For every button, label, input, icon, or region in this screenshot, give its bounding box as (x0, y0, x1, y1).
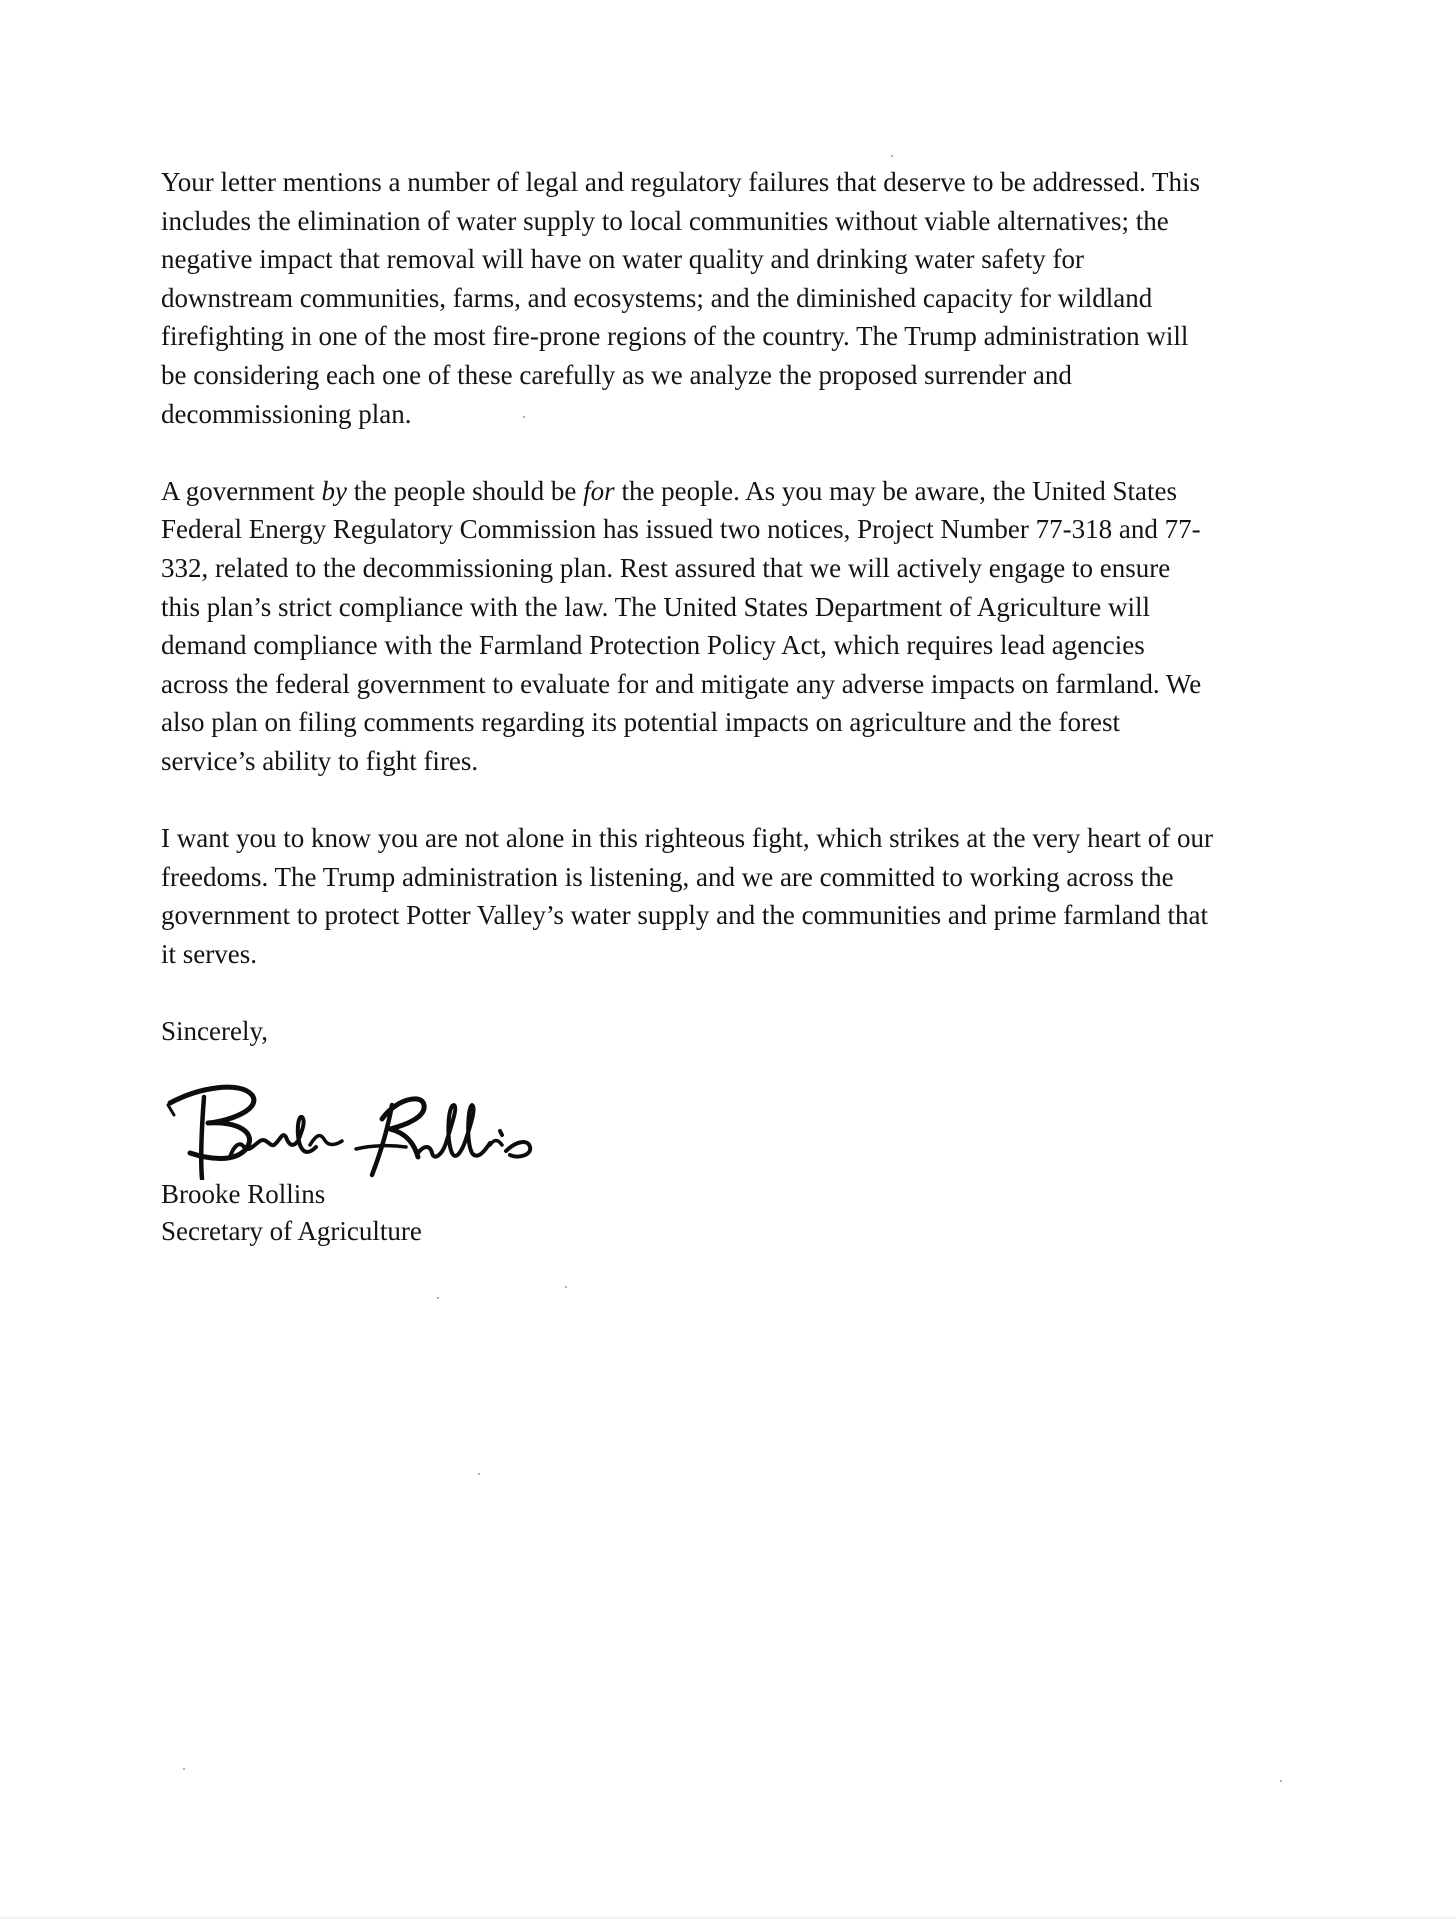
letter-body (161, 163, 1311, 1051)
text-line: freedoms. The Trump administration is listening, and we are committed to working across the (161, 861, 1174, 892)
text-line: decommissioning plan. (161, 398, 412, 429)
text-line: it serves. (161, 938, 257, 969)
italic-run: by (321, 475, 347, 506)
text-line: also plan on filing comments regarding its potential impacts on agriculture and the forest (161, 707, 1121, 738)
paragraph-2 (161, 472, 1311, 781)
text-line: 332, related to the decommissioning plan. Rest assured that we will actively engage to ensure (161, 552, 1171, 583)
signer-name: Brooke Rollins (161, 1179, 326, 1209)
text-line-mixed (161, 472, 1311, 511)
text-line: across the federal government to evaluate for and mitigate any adverse impacts on farmland. We (161, 668, 1202, 699)
scan-speck (183, 1768, 185, 1770)
text-line: Your letter mentions a number of legal and regulatory failures that deserve to be addressed. This (161, 167, 1200, 197)
text-run: A government (161, 475, 322, 506)
text-line: this plan’s strict compliance with the law. The United States Department of Agriculture will (161, 591, 1151, 622)
closing-salutation: Sincerely, (161, 1016, 268, 1047)
paragraph-3 (161, 819, 1311, 973)
signature-block (161, 1176, 422, 1250)
scan-speck (437, 1297, 439, 1299)
signature-strokes (168, 1087, 530, 1179)
text-line: downstream communities, farms, and ecosystems; and the diminished capacity for wildland (161, 282, 1153, 313)
signer-title: Secretary of Agriculture (161, 1216, 422, 1246)
text-run: the people should be (346, 475, 584, 506)
paragraph-1 (161, 163, 1311, 433)
text-line: I want you to know you are not alone in this righteous fight, which strikes at the very heart of our (161, 823, 1214, 854)
text-line: demand compliance with the Farmland Protection Policy Act, which requires lead agencies (161, 630, 1145, 661)
text-line: government to protect Potter Valley’s water supply and the communities and prime farmland that (161, 900, 1208, 931)
text-line: negative impact that removal will have on water quality and drinking water safety for (161, 244, 1084, 275)
text-line: includes the elimination of water supply to local communities without viable alternatives; the (161, 205, 1169, 236)
text-line: Federal Energy Regulatory Commission has issued two notices, Project Number 77-318 and 77- (161, 514, 1201, 545)
text-run: the people. As you may be aware, the United States (614, 475, 1178, 506)
italic-run: for (583, 475, 615, 506)
scan-speck (523, 416, 525, 418)
scan-speck (1280, 1780, 1282, 1782)
handwritten-signature (160, 1075, 540, 1180)
text-line: firefighting in one of the most fire-prone regions of the country. The Trump administration will (161, 321, 1189, 352)
scan-speck (565, 1286, 567, 1288)
scan-speck (891, 155, 893, 157)
text-line: be considering each one of these carefully as we analyze the proposed surrender and (161, 359, 1072, 390)
scan-speck (478, 1473, 480, 1475)
text-line: service’s ability to fight fires. (161, 745, 479, 776)
